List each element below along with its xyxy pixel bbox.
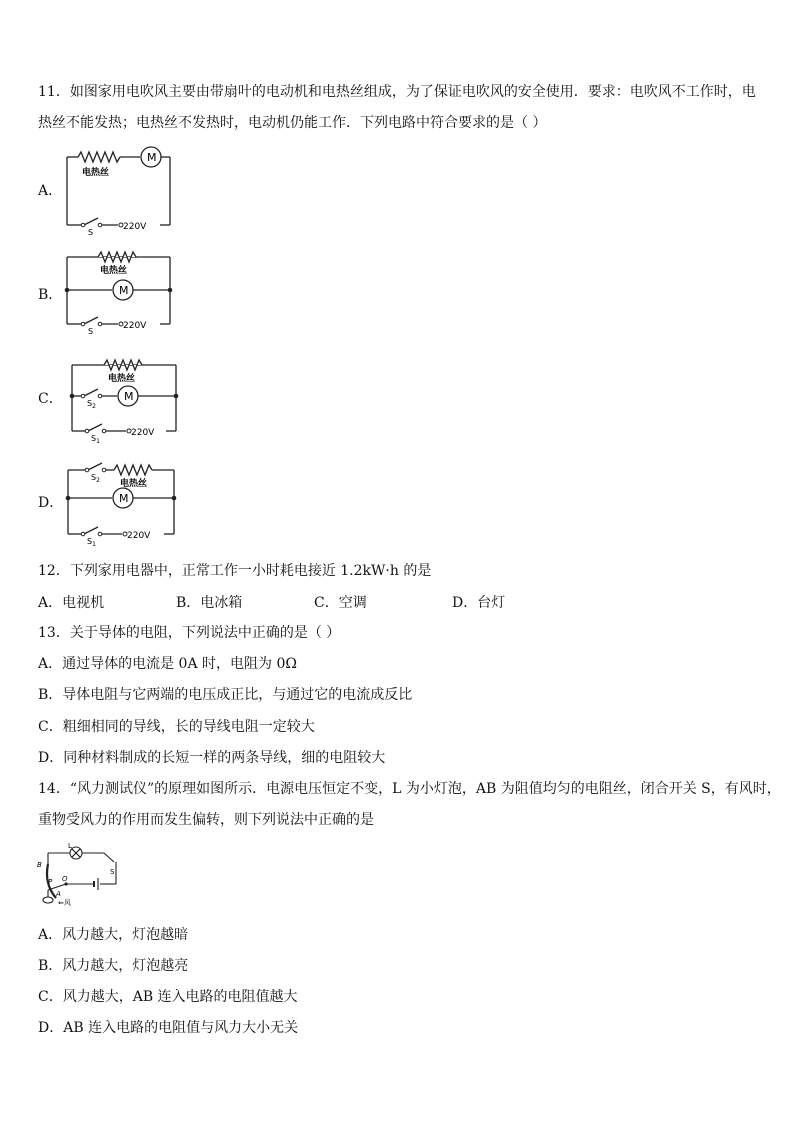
label-l: L bbox=[68, 842, 72, 850]
label-b: B bbox=[37, 861, 42, 869]
switch-label-b: S bbox=[88, 327, 94, 336]
voltage-label-b: 220V bbox=[123, 321, 147, 331]
q12-option-a: A．电视机 bbox=[38, 595, 105, 611]
switch-s bbox=[104, 853, 114, 862]
motor-label-c: M bbox=[124, 390, 134, 403]
q12-option-d: D．台灯 bbox=[452, 595, 506, 611]
switch1-c bbox=[88, 424, 102, 431]
q12-option-c: C．空调 bbox=[314, 595, 367, 611]
motor-label-a: M bbox=[147, 151, 157, 164]
heater-label-c: 电热丝 bbox=[108, 374, 136, 384]
heater-label-b: 电热丝 bbox=[100, 266, 128, 276]
switch1-label-c: $S_1$ bbox=[91, 434, 100, 445]
label-p: P bbox=[48, 878, 53, 886]
voltage-label-d: 220V bbox=[127, 531, 151, 541]
heater-resistor-d bbox=[114, 465, 152, 475]
switch2-c bbox=[84, 389, 98, 396]
q11-stem-line1: 11．如图家用电吹风主要由带扇叶的电动机和电热丝组成，为了保证电吹风的安全使用．要求：电吹风不工作时，电 bbox=[38, 84, 756, 100]
switch-a bbox=[84, 218, 98, 225]
heater-resistor-b bbox=[98, 252, 136, 262]
switch1-label-d: $S_1$ bbox=[87, 537, 96, 548]
weight-icon bbox=[43, 897, 53, 903]
q14-stem-line1: 14．“风力测试仪”的原理如图所示．电源电压恒定不变，L 为小灯泡，AB 为阻值均匀的电阻丝，闭合开关 S，有风时， bbox=[38, 781, 781, 797]
q13-option-b: B．导体电阻与它两端的电压成正比，与通过它的电流成反比 bbox=[38, 687, 413, 703]
heater-label-a: 电热丝 bbox=[82, 168, 110, 178]
q13-option-c: C．粗细相同的导线，长的导线电阻一定较大 bbox=[38, 719, 315, 735]
label-o: O bbox=[62, 875, 68, 883]
q14-option-c: C．风力越大，AB 连入电路的电阻值越大 bbox=[38, 989, 298, 1005]
switch2-label-c: $S_2$ bbox=[87, 399, 96, 410]
q13-stem: 13．关于导体的电阻，下列说法中正确的是（ ） bbox=[38, 625, 341, 641]
q11-stem-line2: 热丝不能发热；电热丝不发热时，电动机仍能工作．下列电路中符合要求的是（ ） bbox=[38, 115, 547, 131]
label-a: A bbox=[56, 890, 61, 898]
q11-circuit-b bbox=[60, 248, 175, 340]
q11-option-a-label: A． bbox=[38, 183, 63, 199]
q14-option-b: B．风力越大，灯泡越亮 bbox=[38, 958, 189, 974]
q11-circuit-c bbox=[64, 355, 182, 447]
motor-label-b: M bbox=[119, 284, 129, 297]
q13-option-d: D．同种材料制成的长短一样的两条导线，细的电阻较大 bbox=[38, 750, 386, 766]
q11-option-d-label: D． bbox=[38, 495, 64, 511]
q11-circuit-d bbox=[60, 457, 180, 549]
q14-wind-tester-diagram bbox=[34, 842, 130, 908]
switch2-label-d: $S_2$ bbox=[91, 473, 100, 484]
heater-resistor-c bbox=[104, 360, 142, 370]
q13-option-a: A．通过导体的电流是 0A 时，电阻为 0Ω bbox=[38, 656, 297, 672]
heater-label-d: 电热丝 bbox=[120, 479, 148, 489]
motor-label-d: M bbox=[119, 492, 129, 505]
q11-option-c-label: C． bbox=[38, 391, 63, 407]
heater-resistor-a bbox=[78, 152, 120, 162]
label-s: S bbox=[110, 868, 115, 876]
q14-option-d: D．AB 连入电路的电阻值与风力大小无关 bbox=[38, 1020, 299, 1036]
switch1-d bbox=[84, 527, 98, 534]
q11-circuit-a bbox=[60, 143, 175, 235]
q11-option-b-label: B． bbox=[38, 287, 63, 303]
switch-label-a: S bbox=[88, 228, 94, 235]
voltage-label-c: 220V bbox=[131, 428, 155, 438]
q14-option-a: A．风力越大，灯泡越暗 bbox=[38, 927, 189, 943]
voltage-label-a: 220V bbox=[123, 222, 147, 232]
wind-direction-label: ⇐风 bbox=[58, 899, 71, 907]
q12-stem: 12．下列家用电器中，正常工作一小时耗电接近 1.2kW·h 的是 bbox=[38, 563, 432, 579]
switch-b bbox=[84, 317, 98, 324]
switch2-d bbox=[88, 463, 102, 470]
q12-option-b: B．电冰箱 bbox=[176, 595, 243, 611]
q14-stem-line2: 重物受风力的作用而发生偏转，则下列说法中正确的是 bbox=[38, 812, 374, 828]
